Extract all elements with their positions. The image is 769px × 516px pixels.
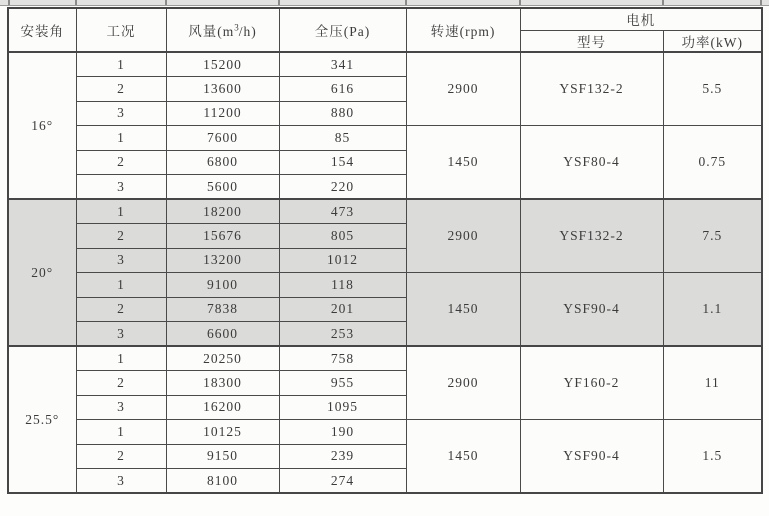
condition-cell: 1 (76, 52, 166, 77)
model-cell: YSF132-2 (520, 199, 663, 273)
airflow-cell: 18300 (166, 371, 279, 396)
table-row (8, 346, 762, 371)
cropped-row-remnant (0, 0, 769, 6)
condition-cell: 2 (76, 297, 166, 322)
pressure-cell: 274 (279, 469, 406, 494)
fan-spec-table (7, 7, 763, 494)
table-row (8, 199, 762, 224)
table-row (8, 52, 762, 77)
header-pressure: 全压(Pa) (279, 8, 406, 52)
airflow-cell: 7838 (166, 297, 279, 322)
airflow-cell: 6800 (166, 150, 279, 175)
pressure-cell: 118 (279, 273, 406, 298)
airflow-cell: 8100 (166, 469, 279, 494)
remnant-column-line (278, 0, 280, 5)
header-condition: 工况 (76, 8, 166, 52)
pressure-cell: 201 (279, 297, 406, 322)
condition-cell: 3 (76, 469, 166, 494)
pressure-cell: 239 (279, 444, 406, 469)
airflow-cell: 6600 (166, 322, 279, 347)
condition-cell: 1 (76, 346, 166, 371)
model-cell: YSF132-2 (520, 52, 663, 126)
airflow-cell: 9150 (166, 444, 279, 469)
condition-cell: 2 (76, 371, 166, 396)
pressure-cell: 880 (279, 101, 406, 126)
airflow-cell: 9100 (166, 273, 279, 298)
pressure-cell: 1012 (279, 248, 406, 273)
header-motor-model: 型号 (520, 30, 663, 52)
airflow-cell: 5600 (166, 175, 279, 200)
speed-cell: 1450 (406, 126, 520, 200)
pressure-cell: 473 (279, 199, 406, 224)
remnant-column-line (519, 0, 521, 5)
header-speed: 转速(rpm) (406, 8, 520, 52)
speed-cell: 2900 (406, 199, 520, 273)
pressure-cell: 220 (279, 175, 406, 200)
angle-cell: 25.5° (8, 346, 76, 493)
power-cell: 1.5 (663, 420, 762, 494)
condition-cell: 2 (76, 224, 166, 249)
condition-cell: 3 (76, 322, 166, 347)
condition-cell: 2 (76, 77, 166, 102)
pressure-cell: 253 (279, 322, 406, 347)
pressure-cell: 955 (279, 371, 406, 396)
condition-cell: 3 (76, 248, 166, 273)
pressure-cell: 154 (279, 150, 406, 175)
table-row (8, 126, 762, 151)
pressure-cell: 758 (279, 346, 406, 371)
remnant-column-line (75, 0, 77, 5)
pressure-cell: 190 (279, 420, 406, 445)
airflow-cell: 13200 (166, 248, 279, 273)
condition-cell: 1 (76, 273, 166, 298)
speed-cell: 1450 (406, 420, 520, 494)
speed-cell: 2900 (406, 52, 520, 126)
power-cell: 5.5 (663, 52, 762, 126)
header-airflow-superscript: 3 (234, 22, 239, 33)
power-cell: 7.5 (663, 199, 762, 273)
condition-cell: 2 (76, 444, 166, 469)
power-cell: 0.75 (663, 126, 762, 200)
power-cell: 1.1 (663, 273, 762, 347)
pressure-cell: 1095 (279, 395, 406, 420)
airflow-cell: 10125 (166, 420, 279, 445)
header-airflow-prefix: 风量(m (188, 24, 235, 39)
header-angle: 安装角 (8, 8, 76, 52)
condition-cell: 3 (76, 395, 166, 420)
airflow-cell: 20250 (166, 346, 279, 371)
airflow-cell: 16200 (166, 395, 279, 420)
angle-cell: 20° (8, 199, 76, 346)
remnant-column-line (662, 0, 664, 5)
model-cell: YSF90-4 (520, 420, 663, 494)
header-airflow-suffix: /h) (238, 24, 257, 39)
condition-cell: 1 (76, 199, 166, 224)
table-row (8, 420, 762, 445)
remnant-column-line (165, 0, 167, 5)
condition-cell: 2 (76, 150, 166, 175)
airflow-cell: 7600 (166, 126, 279, 151)
power-cell: 11 (663, 346, 762, 420)
table-row (8, 273, 762, 298)
remnant-column-line (760, 0, 762, 5)
pressure-cell: 85 (279, 126, 406, 151)
airflow-cell: 15676 (166, 224, 279, 249)
airflow-cell: 18200 (166, 199, 279, 224)
condition-cell: 3 (76, 101, 166, 126)
remnant-column-line (8, 0, 10, 5)
header-airflow (166, 8, 279, 52)
pressure-cell: 805 (279, 224, 406, 249)
speed-cell: 1450 (406, 273, 520, 347)
pressure-cell: 341 (279, 52, 406, 77)
pressure-cell: 616 (279, 77, 406, 102)
model-cell: YSF80-4 (520, 126, 663, 200)
condition-cell: 1 (76, 126, 166, 151)
speed-cell: 2900 (406, 346, 520, 420)
header-motor: 电机 (520, 8, 762, 30)
airflow-cell: 13600 (166, 77, 279, 102)
condition-cell: 3 (76, 175, 166, 200)
model-cell: YSF90-4 (520, 273, 663, 347)
model-cell: YF160-2 (520, 346, 663, 420)
airflow-cell: 11200 (166, 101, 279, 126)
condition-cell: 1 (76, 420, 166, 445)
header-motor-power: 功率(kW) (663, 30, 762, 52)
angle-cell: 16° (8, 52, 76, 199)
airflow-cell: 15200 (166, 52, 279, 77)
remnant-column-line (405, 0, 407, 5)
